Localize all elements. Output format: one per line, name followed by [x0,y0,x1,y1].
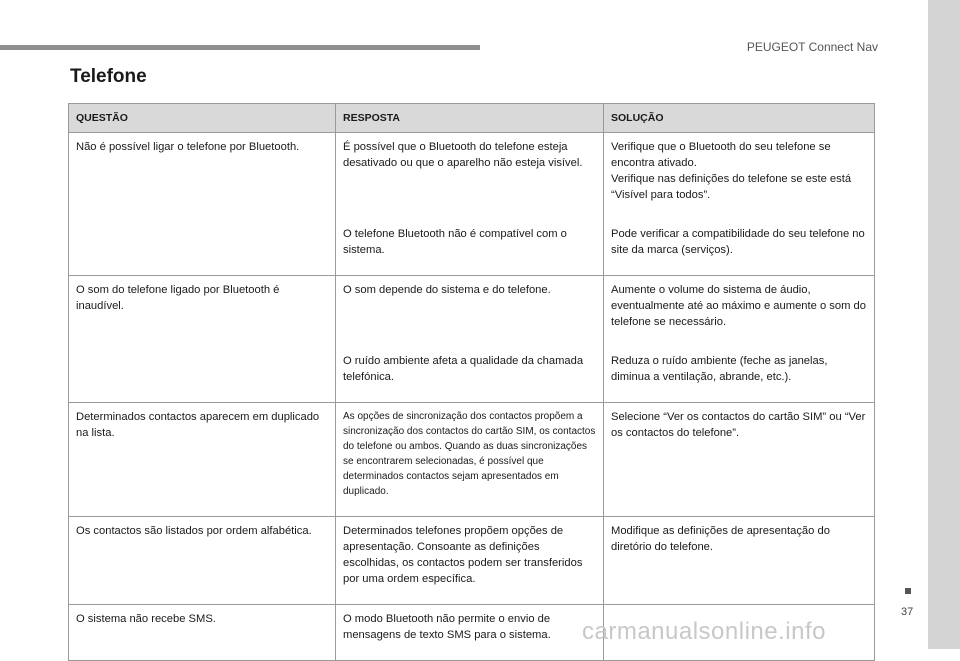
page-title: Telefone [70,66,147,87]
solution-cell: Modifique as definições de apresentação do diretório do telefone. [604,517,875,605]
table-row [69,276,875,348]
solution-cell: Reduza o ruído ambiente (feche as janelas, diminua a ventilação, abrande, etc.). [604,347,875,403]
header-solution: SOLUÇÃO [604,104,875,133]
brand-label: PEUGEOT Connect Nav [746,40,878,54]
question-cell: Determinados contactos aparecem em duplicado na lista. [69,403,336,517]
watermark: carmanualsonline.info [582,618,826,645]
answer-cell: É possível que o Bluetooth do telefone esteja desativado ou que o aparelho não esteja visível. [336,133,604,221]
header-question: QUESTÃO [69,104,336,133]
table-row [69,517,875,605]
answer-cell: O som depende do sistema e do telefone. [336,276,604,348]
side-strip [928,0,960,649]
table-row [69,403,875,517]
page-number: 37 [901,606,914,618]
faq-table [68,103,875,661]
answer-cell: As opções de sincronização dos contactos propõem a sincronização dos contactos do cartão SIM, os contactos do telefone ou ambos. Quando as duas sincronizações se encontrarem selecionadas, é possível que determinados contactos sejam apresentados em duplicado. [336,403,604,517]
answer-cell: O ruído ambiente afeta a qualidade da chamada telefónica. [336,347,604,403]
answer-cell: O telefone Bluetooth não é compatível com o sistema. [336,220,604,276]
solution-cell: Selecione “Ver os contactos do cartão SIM” ou “Ver os contactos do telefone”. [604,403,875,517]
answer-cell: Determinados telefones propõem opções de apresentação. Consoante as definições escolhidas, os contactos podem ser transferidos por uma ordem específica. [336,517,604,605]
answer-cell: O modo Bluetooth não permite o envio de mensagens de texto SMS para o sistema. [336,605,604,661]
solution-cell: Verifique que o Bluetooth do seu telefone se encontra ativado. Verifique nas definições do telefone se este está “Visível para todos”. [604,133,875,221]
table-row [69,133,875,221]
question-cell: O sistema não recebe SMS. [69,605,336,661]
solution-cell: Pode verificar a compatibilidade do seu telefone no site da marca (serviços). [604,220,875,276]
solution-cell: Aumente o volume do sistema de áudio, eventualmente até ao máximo e aumente o som do telefone se necessário. [604,276,875,348]
continuation-marker [905,588,911,594]
table-header-row [69,104,875,133]
question-cell: O som do telefone ligado por Bluetooth é inaudível. [69,276,336,403]
header-answer: RESPOSTA [336,104,604,133]
header-rule [0,45,480,50]
question-cell: Os contactos são listados por ordem alfabética. [69,517,336,605]
question-cell: Não é possível ligar o telefone por Bluetooth. [69,133,336,276]
